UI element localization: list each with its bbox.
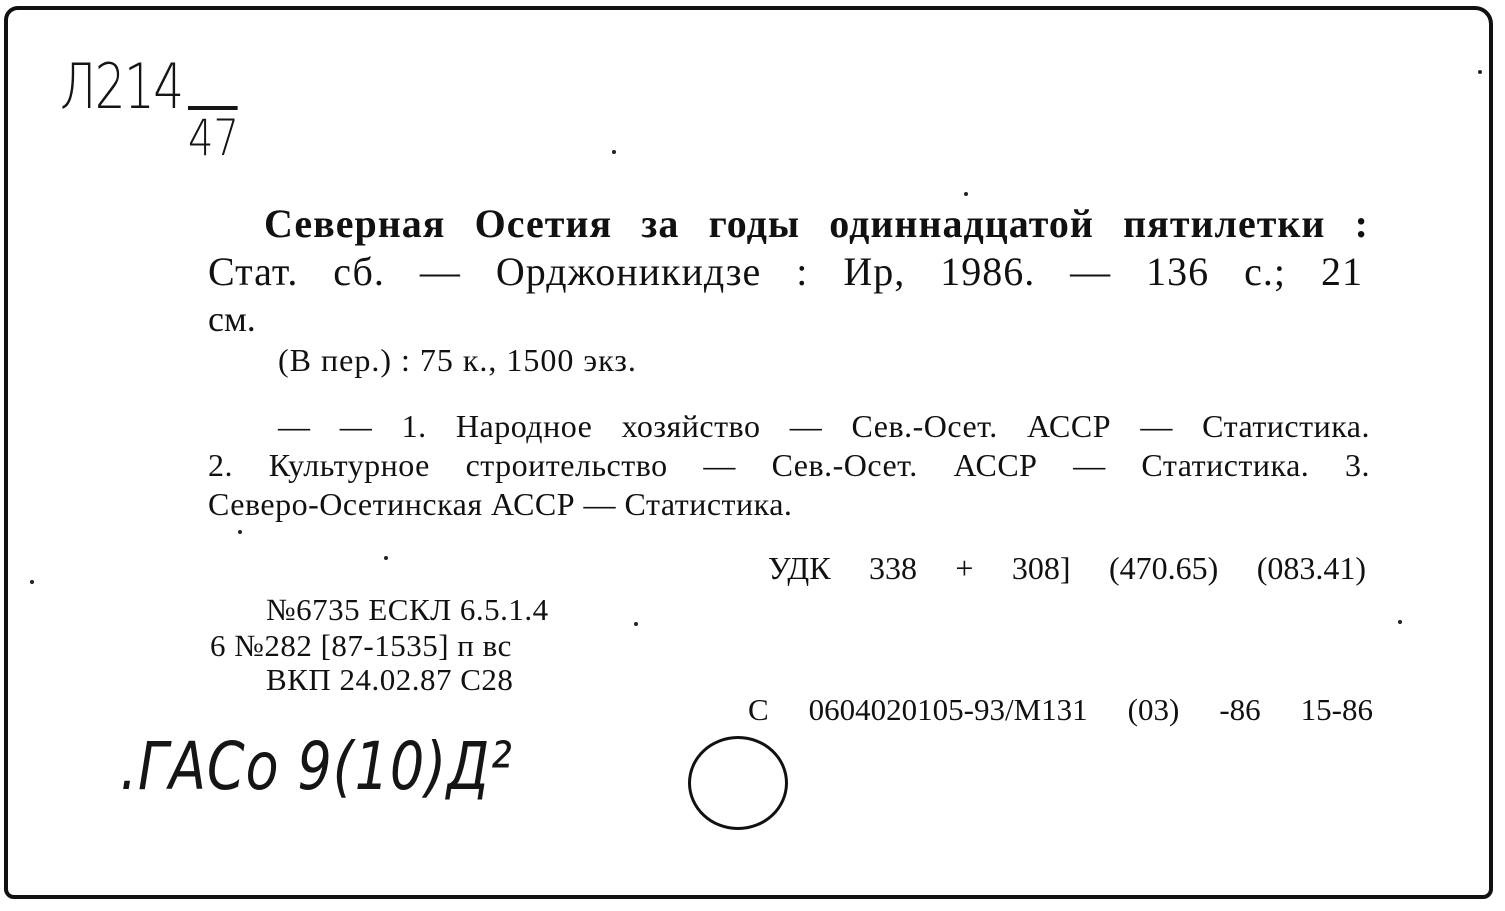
accession-line: №6735 ЕСКЛ 6.5.1.4: [266, 592, 549, 627]
speck-mark: [238, 530, 242, 534]
subject-line: Северо-Осетинская АССР — Статистика.: [208, 486, 793, 522]
title-line: Северная Осетия за годы одиннадцатой пятилетки :: [264, 201, 1369, 246]
catalog-code: С 0604020105-93/М131 (03) -86 15-86: [748, 692, 1373, 727]
speck-mark: [612, 150, 616, 154]
dimension-line: см.: [208, 299, 256, 339]
circle-mark: [688, 736, 788, 830]
handwritten-note: .ГАСо 9(10)Д²: [120, 728, 513, 805]
accession-line: 6 №282 [87-1535] п вс: [210, 628, 512, 663]
udc-classification: УДК 338 + 308] (470.65) (083.41): [768, 550, 1366, 586]
speck-mark: [384, 556, 388, 560]
speck-mark: [1398, 620, 1402, 624]
speck-mark: [30, 580, 34, 584]
subject-line: — — 1. Народное хозяйство — Сев.-Осет. АССР — Статистика.: [278, 408, 1370, 444]
shelf-mark-denominator: 47: [188, 106, 238, 166]
speck-mark: [964, 192, 968, 196]
speck-mark: [1478, 70, 1482, 74]
catalog-card: [4, 6, 1493, 899]
subject-line: 2. Культурное строительство — Сев.-Осет. АССР — Статистика. 3.: [208, 447, 1370, 483]
speck-mark: [634, 622, 638, 626]
price-line: (В пер.) : 75 к., 1500 экз.: [278, 342, 637, 378]
shelf-mark-number: Л214: [60, 50, 183, 123]
publication-line: Стат. сб. — Орджоникидзе : Ир, 1986. — 136 с.; 21: [208, 249, 1363, 294]
accession-line: ВКП 24.02.87 С28: [266, 662, 514, 697]
